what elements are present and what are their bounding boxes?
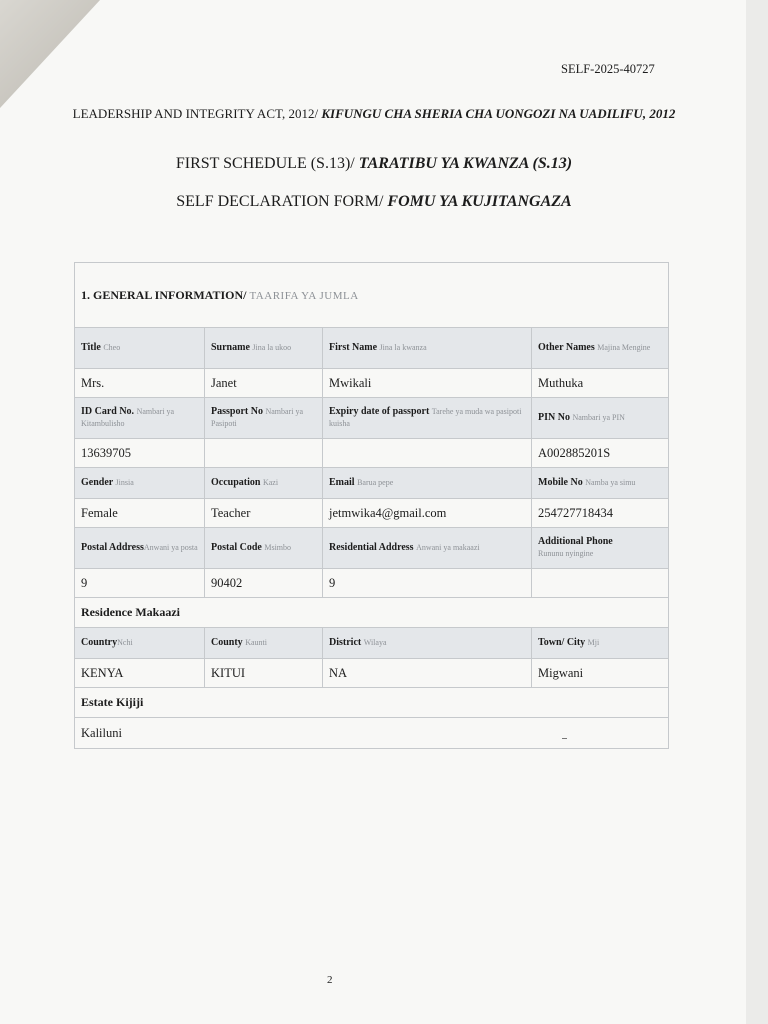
label-email: Email Barua pepe — [323, 468, 532, 499]
value-occupation: Teacher — [205, 499, 323, 528]
form-title — [70, 193, 678, 211]
label-postal-address: Postal AddressAnwani ya posta — [75, 528, 205, 569]
label-occupation: Occupation Kazi — [205, 468, 323, 499]
value-email: jetmwika4@gmail.com — [323, 499, 532, 528]
label-passport-expiry: Expiry date of passport Tarehe ya muda wa pasipoti kuisha — [323, 398, 532, 439]
value-estate: Kaliluni — [75, 718, 669, 749]
label-row — [75, 628, 669, 659]
estate-heading: Estate Kijiji — [75, 688, 669, 718]
value-first-name: Mwikali — [323, 369, 532, 398]
value-mobile-no: 254727718434 — [532, 499, 669, 528]
value-residential-address: 9 — [323, 569, 532, 598]
act-title-sw: KIFUNGU CHA SHERIA CHA UONGOZI NA UADILIFU, 2012 — [321, 106, 676, 121]
label-first-name: First Name Jina la kwanza — [323, 328, 532, 369]
residence-heading: Residence Makaazi — [75, 598, 669, 628]
act-title — [70, 105, 678, 122]
label-row — [75, 528, 669, 569]
label-row — [75, 328, 669, 369]
label-row — [75, 398, 669, 439]
value-town-city: Migwani — [532, 659, 669, 688]
schedule-title-en: FIRST SCHEDULE (S.13)/ — [175, 155, 355, 172]
value-other-names: Muthuka — [532, 369, 669, 398]
label-id-card-no: ID Card No. Nambari ya Kitambulisho — [75, 398, 205, 439]
section-heading — [75, 263, 669, 328]
general-information-table — [74, 262, 669, 749]
label-residential-address: Residential Address Anwani ya makaazi — [323, 528, 532, 569]
scan-speck — [562, 738, 567, 739]
section-title-en: 1. GENERAL INFORMATION/ — [81, 287, 247, 302]
value-title: Mrs. — [75, 369, 205, 398]
label-country: CountryNchi — [75, 628, 205, 659]
label-other-names: Other Names Majina Mengine — [532, 328, 669, 369]
estate-value-row — [75, 718, 669, 749]
section-title-sw: TAARIFA YA JUMLA — [249, 289, 359, 302]
residence-heading-row — [75, 598, 669, 628]
label-pin-no: PIN No Nambari ya PIN — [532, 398, 669, 439]
value-postal-code: 90402 — [205, 569, 323, 598]
value-postal-address: 9 — [75, 569, 205, 598]
label-passport-no: Passport No Nambari ya Pasipoti — [205, 398, 323, 439]
value-row — [75, 369, 669, 398]
label-district: District Wilaya — [323, 628, 532, 659]
value-gender: Female — [75, 499, 205, 528]
label-gender: Gender Jinsia — [75, 468, 205, 499]
value-county: KITUI — [205, 659, 323, 688]
value-passport-expiry — [323, 439, 532, 468]
value-district: NA — [323, 659, 532, 688]
value-id-card-no: 13639705 — [75, 439, 205, 468]
value-additional-phone — [532, 569, 669, 598]
section-heading-row — [75, 263, 669, 328]
value-row — [75, 659, 669, 688]
label-title: Title Cheo — [75, 328, 205, 369]
form-title-sw: FOMU YA KUJITANGAZA — [387, 193, 572, 210]
label-row — [75, 468, 669, 499]
estate-heading-row — [75, 688, 669, 718]
value-row — [75, 439, 669, 468]
label-additional-phone: Additional Phone Rununu nyingine — [532, 528, 669, 569]
value-row — [75, 569, 669, 598]
act-title-en: LEADERSHIP AND INTEGRITY ACT, 2012/ — [72, 106, 319, 121]
label-town-city: Town/ City Mji — [532, 628, 669, 659]
value-surname: Janet — [205, 369, 323, 398]
label-county: County Kaunti — [205, 628, 323, 659]
reference-number: SELF-2025-40727 — [561, 62, 655, 76]
label-mobile-no: Mobile No Namba ya simu — [532, 468, 669, 499]
value-row — [75, 499, 669, 528]
value-country: KENYA — [75, 659, 205, 688]
value-pin-no: A002885201S — [532, 439, 669, 468]
label-postal-code: Postal Code Msimbo — [205, 528, 323, 569]
value-passport-no — [205, 439, 323, 468]
form-title-en: SELF DECLARATION FORM/ — [176, 193, 384, 210]
schedule-title — [70, 155, 678, 173]
page-number: 2 — [327, 974, 333, 986]
label-surname: Surname Jina la ukoo — [205, 328, 323, 369]
schedule-title-sw: TARATIBU YA KWANZA (S.13) — [358, 155, 573, 172]
